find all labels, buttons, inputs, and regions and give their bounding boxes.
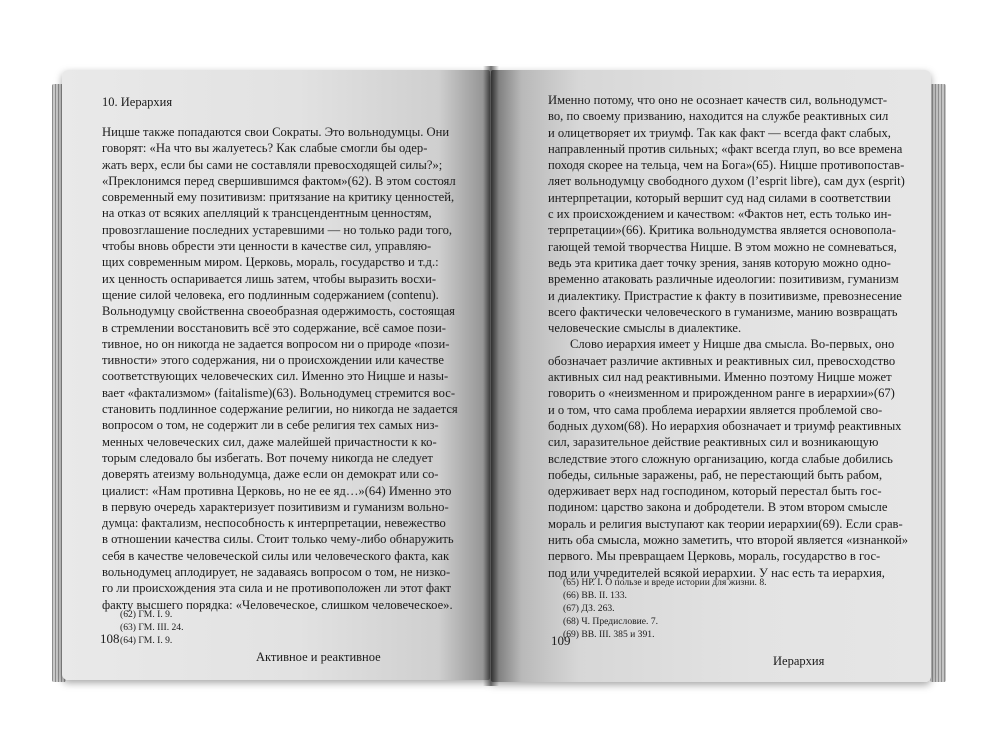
text-line: говорят: «На что вы жалуетесь? Как слабые смогли бы одер- xyxy=(102,141,428,156)
text-line: становить подлинное содержание религии, но никогда не задается xyxy=(102,402,458,417)
text-line: активных сил над реактивными. Именно поэтому Ницше может xyxy=(548,370,892,385)
text-line: себя в качестве человеческой силы или человеческого факта, как xyxy=(102,548,450,563)
page-number: 109 xyxy=(551,633,571,648)
text-line: в первую очередь характеризует позитивизм и гуманизм вольно- xyxy=(102,499,449,514)
text-line: говорить о «неизменном и прирожденном ранге в иерархии»(67) xyxy=(548,386,895,401)
text-line: их ценность оспаривается лишь затем, чтобы выразить восхи- xyxy=(102,271,437,286)
text-line: и олицетворяет их триумф. Так как факт — всегда факт слабых, xyxy=(548,125,891,140)
text-line: провозглашение последних устаревшими — но только ради того, xyxy=(102,222,453,237)
text-line: мораль и религия выступают как теории иерархии(69). Если срав- xyxy=(548,516,903,531)
text-line: гающей темой творчества Ницше. В этом можно не сомневаться, xyxy=(548,239,897,254)
text-line: доверять атеизму вольнодумца, даже если он демократ или со- xyxy=(102,467,439,482)
left-page-body xyxy=(102,124,458,613)
text-line: ляет вольнодумцу свободного духом (l’esprit libre), сам дух (esprit) xyxy=(548,174,905,189)
left-page xyxy=(62,70,490,680)
text-line: Вольнодумцу свойственна своеобразная одержимость, состоящая xyxy=(102,304,455,319)
text-line: с их происхождением и качеством: «Фактов нет, есть только ин- xyxy=(548,207,892,222)
text-line: вает «фактализмом» (faitalisme)(63). Вольнодумец стремится вос- xyxy=(102,385,456,400)
text-line: временно атаковать различные идеологии: позитивизм, гуманизм xyxy=(548,272,899,287)
book-gutter xyxy=(483,66,499,686)
footnote-line: (64) ГМ. I. 9. xyxy=(120,635,173,646)
footer-title: Активное и реактивное xyxy=(256,650,381,664)
text-line: всего фактически человеческого в гуманизме, манию возвращать xyxy=(548,304,898,319)
text-line: вследствие этого сложную организацию, когда слабые добились xyxy=(548,451,893,466)
text-line: думца: фактализм, неспособность к интерпретации, невежество xyxy=(102,516,446,531)
text-line: го ли происхождения эта сила и не противоположен ли этот факт xyxy=(102,581,452,596)
text-line: вопросом о том, не содержит ли в себе религия тех самых низ- xyxy=(102,418,439,433)
text-line: ведь эта критика дает точку зрения, заняв которую можно одно- xyxy=(548,255,891,270)
text-line: чтобы вновь обрести эти ценности в качестве сил, управляю- xyxy=(102,239,432,254)
text-line: нить оба смысла, можно заметить, что второй является «изнанкой» xyxy=(548,533,909,548)
right-page-footnotes xyxy=(563,576,767,641)
text-line: во, по своему призванию, находится на службе реактивных сил xyxy=(548,109,889,124)
footer-title: Иерархия xyxy=(773,654,825,668)
text-line: обозначает различие активных и реактивных сил, превосходство xyxy=(548,353,896,368)
text-line: Ницше также попадаются свои Сократы. Это вольнодумцы. Они xyxy=(102,125,450,139)
footnote-line: (65) НР. I. О пользе и вреде истории для жизни. 8. xyxy=(563,577,767,588)
right-page xyxy=(491,70,931,682)
text-line: интерпретации, который вершит суд над силами в соответствии xyxy=(548,190,891,205)
text-line: вольнодумец аплодирует, не задаваясь вопросом о том, не низко- xyxy=(102,565,451,580)
footnote-line: (63) ГМ. III. 24. xyxy=(120,622,184,633)
text-line: походя скорее на тельца, чем на Бога»(65). Ницше противопостав- xyxy=(548,158,905,173)
text-line: бодных духом(68). Но иерархия обозначает и триумф реактивных xyxy=(548,418,902,433)
text-line: человеческие смыслы в диалектике. xyxy=(548,321,742,336)
page-number: 108 xyxy=(100,631,120,646)
text-line: тивности» этого содержания, ни о происхождении или качестве xyxy=(102,353,444,368)
text-line: подином: царство закона и добродетели. В этом втором смысле xyxy=(548,500,888,515)
text-line: соответствующих человеческих сил. Именно это Ницше и назы- xyxy=(102,369,449,384)
text-line: терпретации»(66). Критика вольнодумства является основопола- xyxy=(548,223,896,238)
text-line: «Преклонимся перед свершившимся фактом»(62). В этом состоял xyxy=(102,173,456,188)
text-line: направленный против сильных; «факт всегда глуп, во все времена xyxy=(548,141,903,156)
text-line: одерживает верх над господином, который перестал быть гос- xyxy=(548,484,882,499)
text-line: щих современным миром. Церковь, мораль, государство и т.д.: xyxy=(102,255,439,270)
text-line: факту высшего порядка: «Человеческое, слишком человеческое». xyxy=(102,597,453,612)
text-line: под или учредителей всякой иерархии. У нас есть та иерархия, xyxy=(548,565,885,580)
footnote-line: (66) ВВ. II. 133. xyxy=(563,590,627,601)
text-line: и диалектику. Пристрастие к факту в позитивизме, превознесение xyxy=(548,288,902,303)
text-line: победы, сильные заражены, раб, не перестающий быть рабом, xyxy=(548,467,883,482)
text-line: современный ему позитивизм: притязание на критику ценностей, xyxy=(102,190,455,205)
footnote-line: (62) ГМ. I. 9. xyxy=(120,609,173,620)
text-line: на отказ от всяких апелляций к трансцендентным ценностям, xyxy=(102,206,432,221)
text-line: Слово иерархия имеет у Ницше два смысла. Во-первых, оно xyxy=(570,337,895,352)
text-line: в стремлении восстановить всё это содержание, всё самое пози- xyxy=(102,320,446,335)
text-line: тивное, но он никогда не задается вопросом ни о природе «пози- xyxy=(102,336,450,351)
text-line: торым следовало бы избегать. Вот почему никогда не следует xyxy=(102,450,433,465)
footnote-line: (68) Ч. Предисловие. 7. xyxy=(563,616,659,627)
text-line: сил, заразительное действие реактивных сил и возникающую xyxy=(548,435,879,450)
footnote-line: (67) ДЗ. 263. xyxy=(563,603,615,614)
left-page-footnotes xyxy=(120,608,184,647)
text-line: и о том, что сама проблема иерархии является проблемой сво- xyxy=(548,402,883,417)
right-page-body xyxy=(548,92,908,581)
text-line: жать верх, если бы сами не составляли превосходящей силы?»; xyxy=(102,157,443,172)
running-head: 10. Иерархия xyxy=(102,95,173,109)
footnote-line: (69) ВВ. III. 385 и 391. xyxy=(563,629,655,640)
text-line: циалист: «Нам противна Церковь, но не ее яд…»(64) Именно это xyxy=(102,483,452,498)
text-line: в отношении качества силы. Стоит только чему-либо обнаружить xyxy=(102,532,454,547)
text-line: щение силой человека, его подлинным содержанием (contenu). xyxy=(102,287,439,302)
text-line: первого. Мы превращаем Церковь, мораль, государство в гос- xyxy=(548,549,881,564)
page-block-edge-right xyxy=(930,84,946,682)
text-line: Именно потому, что оно не осознает качеств сил, вольнодумст- xyxy=(548,93,888,107)
text-line: менных человеческих сил, даже малейшей причастности к ко- xyxy=(102,434,437,449)
